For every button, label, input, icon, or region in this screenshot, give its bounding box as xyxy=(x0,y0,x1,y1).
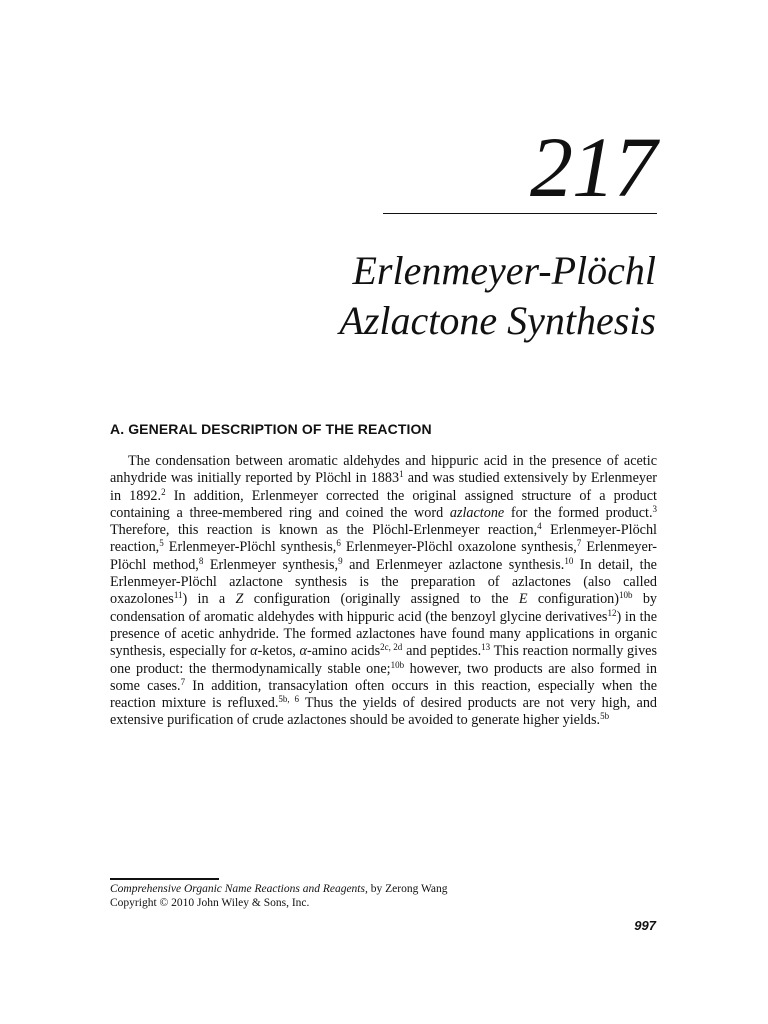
copyright-line: Copyright © 2010 John Wiley & Sons, Inc. xyxy=(110,897,310,909)
text: Erlenmeyer-Plöchl method, xyxy=(110,539,657,573)
chapter-title-line-1: Erlenmeyer-Plöchl xyxy=(352,248,656,293)
text: Erlenmeyer-Plöchl oxazolone synthesis, xyxy=(340,539,577,556)
text: The condensation between aromatic aldehydes and hippuric acid in the presence of acetic anhydride was initially reported by Plöchl in 1883 xyxy=(110,453,657,487)
alpha-symbol: α xyxy=(250,643,258,660)
ref-superscript: 10b xyxy=(390,659,405,670)
ref-superscript: 13 xyxy=(481,642,491,653)
ref-superscript: 5b, 6 xyxy=(278,694,299,705)
ref-superscript: 5 xyxy=(159,538,164,549)
ref-superscript: 9 xyxy=(338,555,343,566)
text: and Erlenmeyer azlactone synthesis. xyxy=(342,556,565,573)
ref-superscript: 5b xyxy=(600,711,610,722)
ref-superscript: 7 xyxy=(180,676,186,687)
ref-superscript: 10b xyxy=(619,590,633,601)
alpha-symbol: α xyxy=(299,643,307,660)
text: ) in a xyxy=(182,591,236,608)
ref-superscript: 7 xyxy=(576,538,582,549)
chapter-title xyxy=(339,246,656,346)
footnote-citation xyxy=(110,882,448,896)
section-heading: A. GENERAL DESCRIPTION OF THE REACTION xyxy=(110,421,432,437)
ref-superscript: 6 xyxy=(336,538,341,549)
ref-superscript: 10 xyxy=(564,555,574,566)
config-e: E xyxy=(518,591,528,608)
text: Erlenmeyer synthesis, xyxy=(203,556,339,573)
ref-superscript: 3 xyxy=(652,503,657,514)
ref-superscript: 2c, 2d xyxy=(380,642,403,653)
config-z: Z xyxy=(235,591,244,608)
footnote xyxy=(110,882,448,910)
text: Erlenmeyer-Plöchl synthesis, xyxy=(163,539,337,556)
text: Erlenmeyer-Plöchl reaction, xyxy=(110,522,657,556)
book-title: Comprehensive Organic Name Reactions and Reagents, xyxy=(110,883,368,895)
ref-superscript: 2 xyxy=(161,486,166,497)
ref-superscript: 11 xyxy=(173,590,183,601)
text: Therefore, this reaction is known as the Plöchl-Erlenmeyer reaction, xyxy=(110,522,538,539)
text: ) in the presence of acetic anhydride. The formed azlactones have found many applications in organic synthesis, especially for xyxy=(110,608,658,660)
text: configuration (originally assigned to the xyxy=(243,591,519,608)
ref-superscript: 8 xyxy=(198,555,204,566)
ref-superscript: 1 xyxy=(399,469,404,480)
text: In addition, transacylation often occurs in this reaction, especially when the reaction mixture is refluxed. xyxy=(110,677,657,712)
term-azlactone: azlactone xyxy=(449,504,505,521)
text: however, two products are also formed in some cases. xyxy=(110,660,657,694)
text: This reaction normally gives one product: the thermodynamically stable one; xyxy=(110,643,657,677)
ref-superscript: 12 xyxy=(607,607,617,618)
text: by condensation of aromatic aldehydes with hippuric acid (the benzoyl glycine derivatives xyxy=(110,591,658,625)
title-rule xyxy=(383,213,657,214)
page-number: 997 xyxy=(634,918,656,933)
text: Thus the yields of desired products are not very high, and extensive purification of crude azlactones should be avoided to generate higher yields. xyxy=(110,695,658,729)
text: -amino acids xyxy=(307,643,381,660)
body-paragraph xyxy=(110,453,657,730)
chapter-title-line-2: Azlactone Synthesis xyxy=(339,298,656,343)
chapter-number: 217 xyxy=(530,119,656,215)
text: In addition, Erlenmeyer corrected the original assigned structure of a product containing a three-membered ring and coined the word xyxy=(110,487,657,521)
text: and was studied extensively by Erlenmeyer in 1892. xyxy=(110,470,657,504)
text: configuration) xyxy=(527,591,620,608)
footnote-rule xyxy=(110,878,219,880)
book-author: by Zerong Wang xyxy=(367,883,448,895)
text: for the formed product. xyxy=(504,504,653,521)
ref-superscript: 4 xyxy=(537,521,542,532)
text: -ketos, xyxy=(257,643,300,660)
text: and peptides. xyxy=(402,643,482,660)
text: In detail, the Erlenmeyer-Plöchl azlactone synthesis is the preparation of azlactones (also called oxazolones xyxy=(110,556,657,608)
